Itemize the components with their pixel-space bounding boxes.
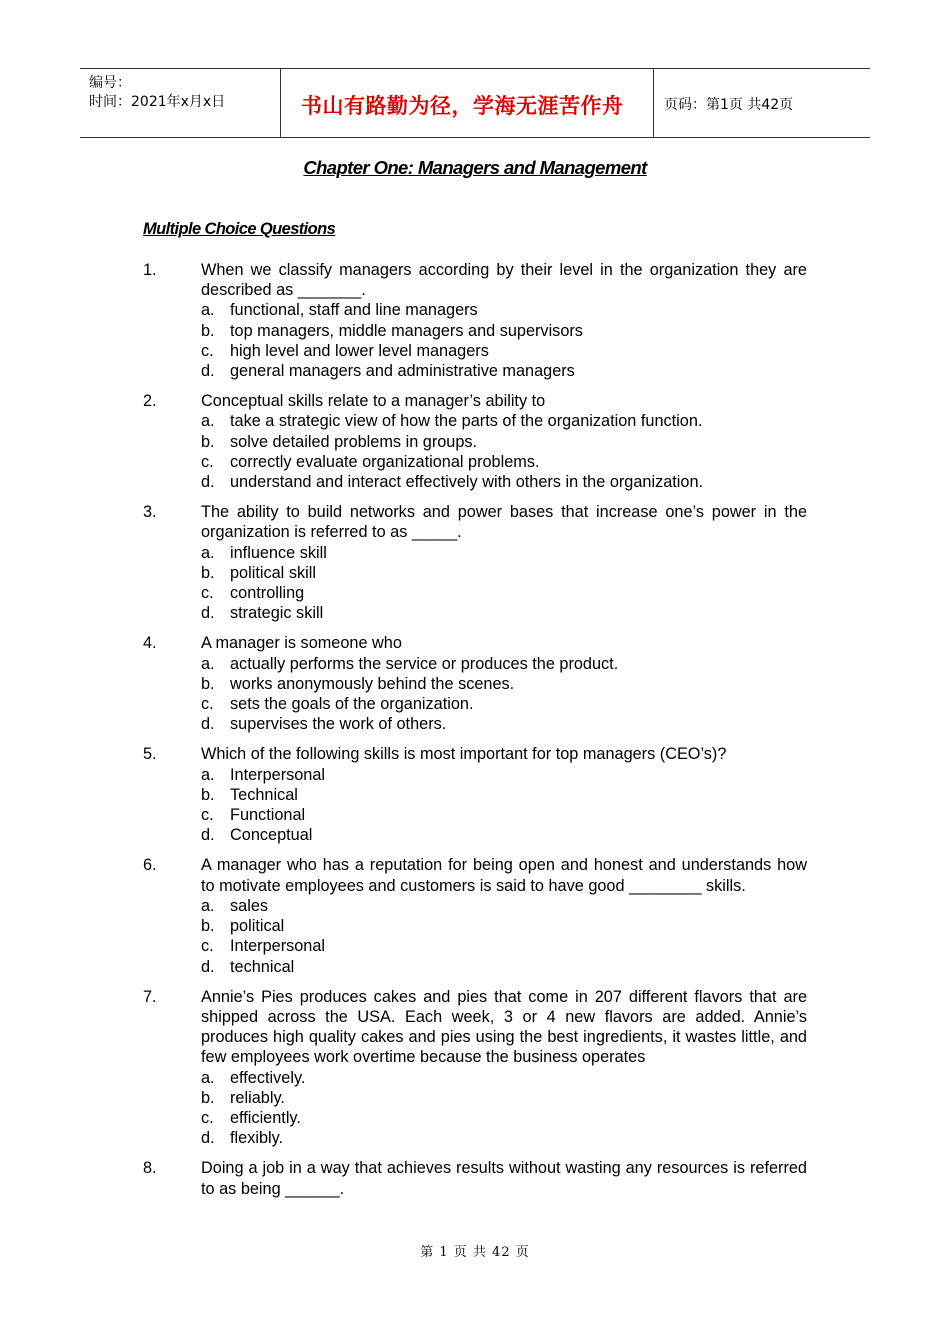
option-letter: b.	[201, 917, 215, 936]
question-text: The ability to build networks and power bases that increase one’s power in the organization is referred to as _____.	[201, 503, 807, 542]
question-text: A manager who has a reputation for being open and honest and understands how to motivate employees and customers is said to have good ________ skills.	[201, 856, 807, 895]
question-item	[143, 1158, 807, 1198]
header-page-cell	[654, 69, 870, 137]
question-number: 8.	[143, 1159, 157, 1178]
option-text: political	[230, 917, 285, 936]
option-letter: b.	[201, 321, 215, 340]
option-letter: b.	[201, 785, 215, 804]
time-label: 时间：2021年x月x日	[89, 94, 226, 110]
option-letter: d.	[201, 826, 215, 845]
option-text: works anonymously behind the scenes.	[230, 674, 515, 693]
option-text: functional, staff and line managers	[230, 301, 478, 320]
option-letter: d.	[201, 362, 215, 381]
chapter-title: Chapter One: Managers and Management	[303, 157, 647, 178]
answer-option	[201, 543, 807, 563]
option-letter: c.	[201, 1108, 214, 1127]
question-text: A manager is someone who	[201, 634, 402, 653]
option-letter: b.	[201, 432, 215, 451]
header-meta-cell	[80, 69, 281, 137]
option-letter: c.	[201, 806, 214, 825]
option-letter: b.	[201, 674, 215, 693]
question-text: Annie’s Pies produces cakes and pies that come in 207 different flavors that are shipped across the USA. Each week, 3 or 4 new flavors are added. Annie’s produces high quality cakes and pies using the best ingredients, it wastes little, and few employees work overtime because the business operates	[201, 987, 807, 1067]
question-item	[143, 987, 807, 1149]
answer-option	[201, 1128, 807, 1148]
option-text: correctly evaluate organizational problems.	[230, 452, 540, 471]
option-letter: c.	[201, 452, 214, 471]
option-letter: c.	[201, 937, 214, 956]
answer-option	[201, 1068, 807, 1088]
question-item	[143, 855, 807, 976]
answer-option	[201, 361, 807, 381]
answer-option	[201, 805, 807, 825]
option-text: solve detailed problems in groups.	[230, 432, 478, 451]
question-text: Doing a job in a way that achieves results without wasting any resources is referred to as being ______.	[201, 1159, 807, 1198]
option-letter: d.	[201, 473, 215, 492]
code-label: 编号：	[89, 75, 131, 91]
option-text: actually performs the service or produces the product.	[230, 654, 619, 673]
option-letter: d.	[201, 957, 215, 976]
option-letter: b.	[201, 1088, 215, 1107]
option-letter: a.	[201, 765, 215, 784]
answer-option	[201, 957, 807, 977]
option-text: strategic skill	[230, 604, 324, 623]
option-text: sales	[230, 896, 269, 915]
answer-option	[201, 300, 807, 320]
option-letter: a.	[201, 412, 215, 431]
option-text: flexibly.	[230, 1129, 284, 1148]
option-text: high level and lower level managers	[230, 341, 489, 360]
answer-option	[201, 765, 807, 785]
option-letter: c.	[201, 584, 214, 603]
option-letter: c.	[201, 341, 214, 360]
section-title: Multiple Choice Questions	[143, 220, 336, 238]
option-letter: a.	[201, 301, 215, 320]
option-text: efficiently.	[230, 1108, 301, 1127]
option-text: controlling	[230, 584, 305, 603]
question-item	[143, 744, 807, 845]
answer-option	[201, 432, 807, 452]
option-text: effectively.	[230, 1068, 306, 1087]
option-letter: a.	[201, 896, 215, 915]
option-text: Interpersonal	[230, 765, 326, 784]
answer-option	[201, 411, 807, 431]
answer-option	[201, 321, 807, 341]
question-text: Which of the following skills is most important for top managers (CEO’s)?	[201, 745, 727, 764]
question-text: Conceptual skills relate to a manager’s ability to	[201, 392, 546, 411]
question-list	[143, 260, 807, 1209]
option-text: influence skill	[230, 543, 327, 562]
answer-option	[201, 563, 807, 583]
question-item	[143, 391, 807, 492]
option-text: Functional	[230, 806, 306, 825]
answer-option	[201, 472, 807, 492]
answer-option	[201, 694, 807, 714]
option-text: Conceptual	[230, 826, 313, 845]
option-text: general managers and administrative managers	[230, 362, 575, 381]
question-number: 6.	[143, 856, 157, 875]
header-motto-cell	[281, 69, 654, 137]
question-number: 3.	[143, 503, 157, 522]
option-text: technical	[230, 957, 295, 976]
motto: 书山有路勤为径，学海无涯苦作舟	[301, 94, 624, 118]
question-number: 7.	[143, 987, 157, 1006]
option-text: understand and interact effectively with others in the organization.	[230, 473, 704, 492]
answer-option	[201, 785, 807, 805]
option-letter: d.	[201, 1129, 215, 1148]
answer-option	[201, 341, 807, 361]
page-header	[80, 68, 870, 138]
answer-option	[201, 452, 807, 472]
answer-option	[201, 603, 807, 623]
answer-option	[201, 674, 807, 694]
answer-option	[201, 583, 807, 603]
question-item	[143, 260, 807, 381]
page-footer: 第 1 页 共 42 页	[420, 1245, 530, 1260]
option-text: top managers, middle managers and supervisors	[230, 321, 583, 340]
option-letter: a.	[201, 543, 215, 562]
option-letter: b.	[201, 563, 215, 582]
question-number: 2.	[143, 392, 157, 411]
question-number: 1.	[143, 261, 157, 279]
answer-option	[201, 1088, 807, 1108]
answer-option	[201, 825, 807, 845]
question-number: 5.	[143, 745, 157, 764]
answer-option	[201, 936, 807, 956]
answer-option	[201, 1108, 807, 1128]
answer-option	[201, 896, 807, 916]
option-letter: a.	[201, 1068, 215, 1087]
question-text: When we classify managers according by their level in the organization they are described as _______.	[201, 261, 807, 300]
option-text: Interpersonal	[230, 937, 326, 956]
option-text: supervises the work of others.	[230, 715, 447, 734]
answer-option	[201, 654, 807, 674]
page-info: 页码：第1页 共42页	[664, 97, 794, 113]
option-text: reliably.	[230, 1088, 285, 1107]
option-letter: a.	[201, 654, 215, 673]
question-item	[143, 502, 807, 623]
answer-option	[201, 916, 807, 936]
option-text: sets the goals of the organization.	[230, 695, 474, 714]
option-letter: d.	[201, 715, 215, 734]
option-text: political skill	[230, 563, 316, 582]
option-text: Technical	[230, 785, 298, 804]
option-letter: d.	[201, 604, 215, 623]
question-item	[143, 633, 807, 734]
option-text: take a strategic view of how the parts of the organization function.	[230, 412, 703, 431]
question-number: 4.	[143, 634, 157, 653]
option-letter: c.	[201, 695, 214, 714]
answer-option	[201, 714, 807, 734]
